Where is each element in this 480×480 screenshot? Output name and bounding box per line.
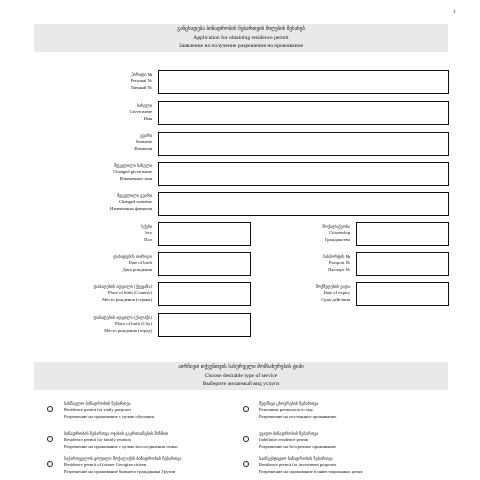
sex-field[interactable] [158,222,251,246]
changed-given-name-field[interactable] [158,162,449,186]
option-indefinite[interactable]: უვადო ბინადრობის ნებართვა Indefinite residence permit Разрешение на бессрочное проживание [259,431,337,449]
radio-former-citizen[interactable] [47,461,53,467]
option-former-citizen[interactable]: საქართველოს ყოფილი მოქალაქის ბინადრობის ნებართვა Residence permit of former Georgian citizen Разрешение на проживание бывшего гражданина Грузии [64,456,182,474]
service-type-heading-ka: აირჩიეთ თქვენთვის სასურველი მომსახურების ტიპი [178,364,304,370]
form-title-ru: Заявление на получение разрешения на проживание [178,43,304,50]
service-type-heading [34,362,448,390]
changed-surname-field[interactable] [158,192,449,216]
passport-no-field[interactable] [356,252,449,276]
radio-family[interactable] [47,436,53,442]
option-permanent[interactable]: მუდმივი ცხოვრების ნებართვა Permanent permission to stay Разрешение на постоянное проживание [259,401,337,419]
date-of-expiry-field[interactable] [356,282,449,306]
surname-field[interactable] [158,132,449,156]
personal-no-label: პირადი № Personal № Личный № [130,72,152,90]
sex-label: სქესი Sex Пол [141,224,152,242]
option-family[interactable]: ბინადრობის ნებართვა ოჯახის გაერთიანების მიზნით Residence permit for family reunion Разрешение на проживание с целью воссоединения семьи [64,431,178,449]
date-of-birth-field[interactable] [158,252,251,276]
surname-label: გვარი Surname Фамилия [134,133,152,151]
radio-study[interactable] [47,406,53,412]
radio-permanent[interactable] [243,406,249,412]
place-of-birth-country-field[interactable] [158,282,251,306]
citizenship-label: მოქალაქეობა Citizenship Гражданство [322,224,350,242]
changed-given-name-label: შეცვლილი სახელი Changed given name Измененное имя [113,163,152,181]
place-of-birth-city-field[interactable] [158,313,251,337]
given-name-label: სახელი Given name Имя [129,103,152,121]
place-of-birth-country-label: დაბადების ადგილი (ქვეყანა) Place of birth (Country) Место рождения (страна) [93,284,152,302]
page-number: 1 [453,10,456,15]
radio-investment[interactable] [243,461,249,467]
personal-no-field[interactable] [158,70,449,94]
service-type-heading-ru: Выберите желаемый вид услуги [202,381,280,388]
place-of-birth-city-label: დაბადების ადგილი (ქალაქი) Place of birth (City) Место рождения (город) [93,315,152,333]
option-investment[interactable]: საინვესტიციო ბინადრობის ნებართვა Residence permit for investment purposes Разрешение на проживание в инвестиционных целях [259,456,363,474]
given-name-field[interactable] [158,101,449,125]
form-title-en: Application for obtaining residence permit [193,34,289,41]
changed-surname-label: შეცვლილი გვარი Changed surname Измененная фамилия [110,193,152,211]
form-title-ka: განცხადება ბინადრობის ნებართვის მიღების შესახებ [177,26,305,32]
date-of-birth-label: დაბადების თარიღი Date of birth Дата рождения [113,254,152,272]
service-type-heading-en: Choose desirable type of service [204,372,278,379]
option-study[interactable]: სასწავლო ბინადრობის ნებართვა Residence permit for study purposes Разрешение на проживание с целью обучения [64,401,154,419]
radio-indefinite[interactable] [243,436,249,442]
date-of-expiry-label: მოქმედების ვადა Date of expiry Срок действия [315,284,350,302]
citizenship-field[interactable] [356,222,449,246]
form-title [34,24,448,52]
passport-no-label: პასპორტის № Passport № Паспорт № [322,254,350,272]
